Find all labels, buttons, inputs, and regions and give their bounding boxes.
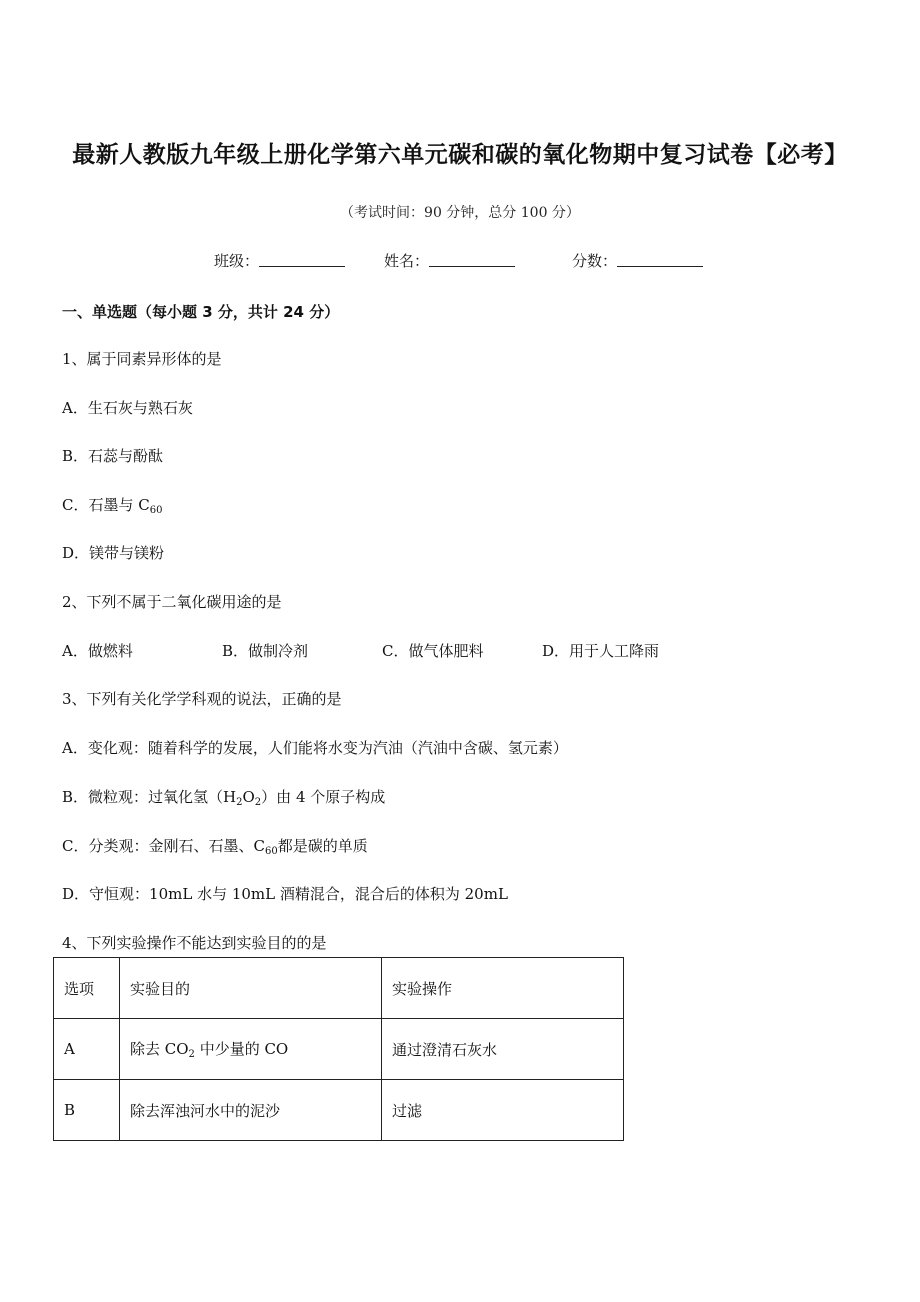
option-text: ）由 4 个原子构成 [261,788,386,806]
exam-title: 最新人教版九年级上册化学第六单元碳和碳的氧化物期中复习试卷【必考】 [72,142,848,168]
table-row [54,1019,624,1080]
subscript: 60 [264,846,278,857]
cell-goal: 除去浑浊河水中的泥沙 [120,1080,382,1141]
table-row [54,1080,624,1141]
question-3-option-b [62,786,385,808]
question-2-option-b: B．做制冷剂 [222,642,309,660]
question-1-option-a: A．生石灰与熟石灰 [62,399,193,417]
option-text: C．石墨与 C [62,496,150,514]
score-field [572,250,703,271]
question-2-option-c: C．做气体肥料 [382,642,484,660]
question-3-option-a: A．变化观：随着科学的发展，人们能将水变为汽油（汽油中含碳、氢元素） [62,739,568,757]
class-blank[interactable] [259,252,345,267]
section-heading: 一、单选题（每小题 3 分，共计 24 分） [62,303,340,321]
score-label: 分数： [572,252,618,270]
question-2-option-a: A．做燃料 [62,642,133,660]
option-text: O [242,788,255,806]
name-label: 姓名： [384,252,430,270]
question-1-option-b: B．石蕊与酚酞 [62,447,164,465]
subscript: 2 [236,797,243,808]
name-blank[interactable] [429,252,515,267]
cell-goal [120,1019,382,1080]
option-text: C．分类观：金刚石、石墨、C [62,837,265,855]
subscript: 2 [188,1049,195,1060]
name-field [384,250,515,271]
table-header-row [54,958,624,1019]
header-cell-goal: 实验目的 [120,958,382,1019]
cell-operation: 通过澄清石灰水 [382,1019,624,1080]
subscript: 60 [149,505,163,516]
exam-subtitle: （考试时间：90 分钟，总分 100 分） [340,205,580,221]
question-2-stem: 2、下列不属于二氧化碳用途的是 [62,593,282,611]
cell-option: B [54,1080,120,1141]
question-3-option-c [62,835,368,857]
class-label: 班级： [214,252,260,270]
question-1-stem: 1、属于同素异形体的是 [62,350,222,368]
header-cell-operation: 实验操作 [382,958,624,1019]
option-text: 都是碳的单质 [277,837,368,855]
option-text: B．微粒观：过氧化氢（H [62,788,237,806]
question-2-option-d: D．用于人工降雨 [542,642,660,660]
question-4-table [53,957,624,1141]
header-cell-option: 选项 [54,958,120,1019]
cell-option: A [54,1019,120,1080]
class-field [214,250,345,271]
score-blank[interactable] [617,252,703,267]
question-3-stem: 3、下列有关化学学科观的说法，正确的是 [62,690,342,708]
cell-text: 中少量的 CO [194,1040,289,1058]
question-4-stem: 4、下列实验操作不能达到实验目的的是 [62,934,327,952]
cell-text: 除去 CO [130,1040,189,1058]
question-1-option-d: D．镁带与镁粉 [62,544,165,562]
question-1-option-c [62,494,162,516]
subscript: 2 [254,797,262,808]
cell-operation: 过滤 [382,1080,624,1141]
question-3-option-d: D．守恒观：10mL 水与 10mL 酒精混合，混合后的体积为 20mL [62,885,508,903]
